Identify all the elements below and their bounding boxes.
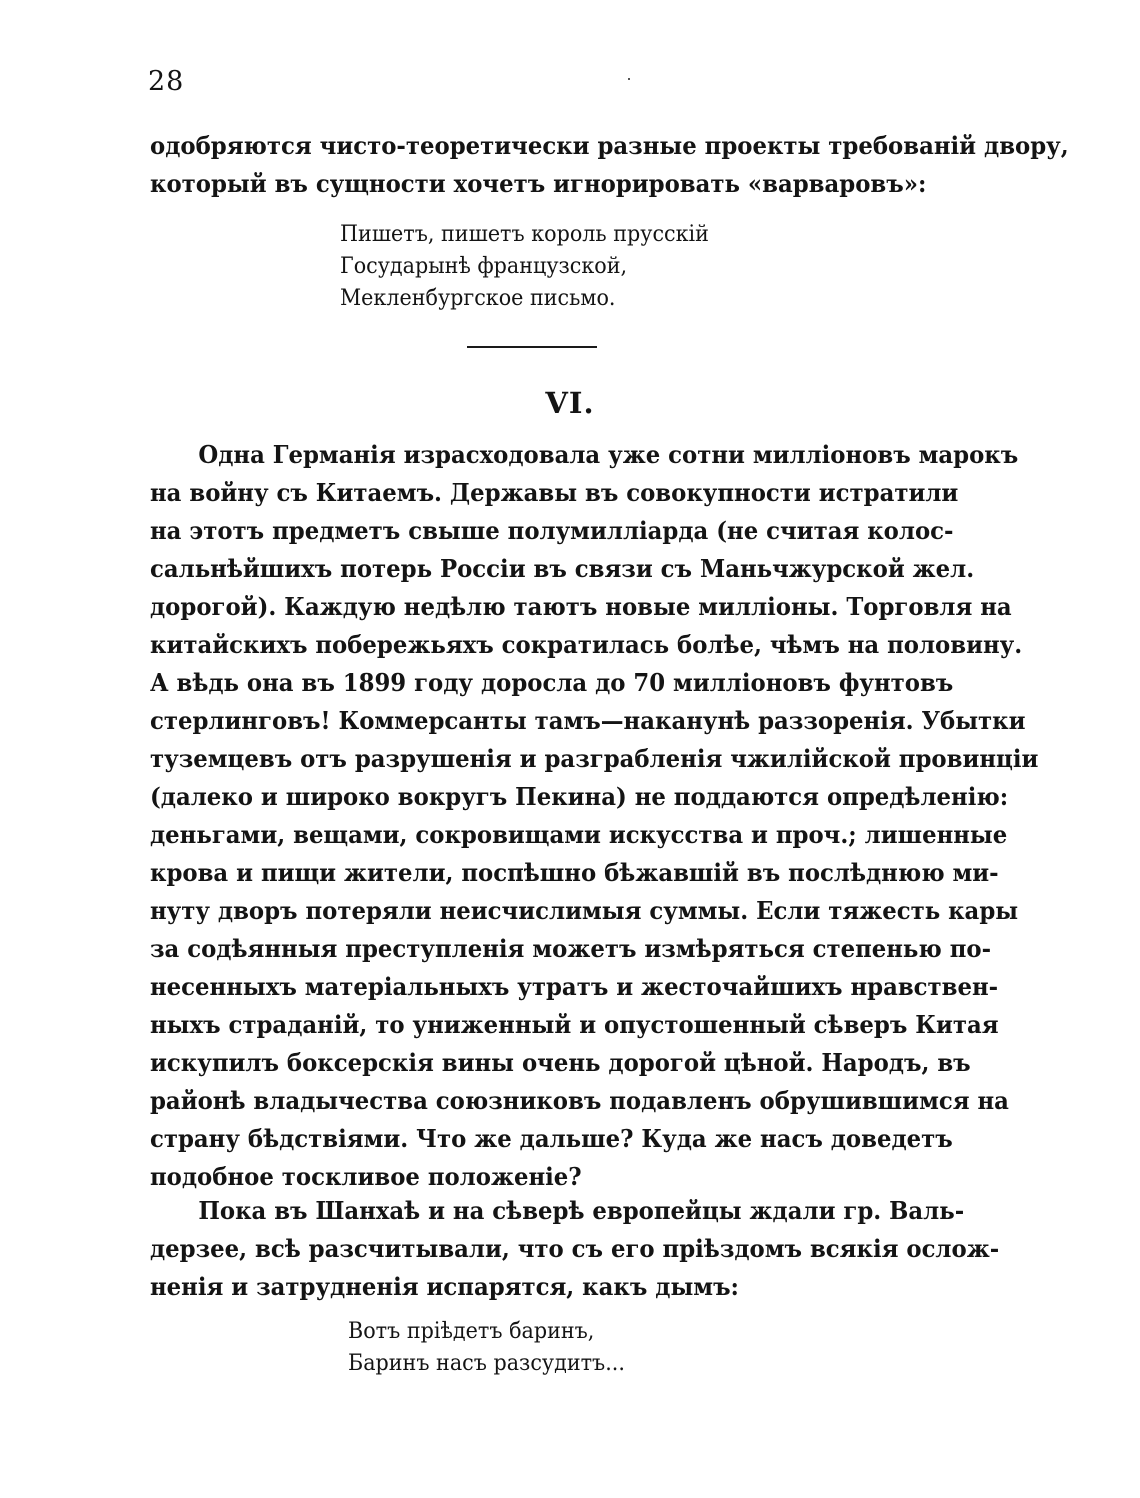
text-line: туземцевъ отъ разрушенія и разграбленія чжилійской провинціи (150, 744, 1039, 773)
print-speck (628, 78, 630, 80)
text-line: на войну съ Китаемъ. Державы въ совокупности истратили (150, 478, 959, 507)
text-line: искупилъ боксерскія вины очень дорогой цѣной. Народъ, въ (150, 1048, 971, 1077)
text-line: (далеко и широко вокругъ Пекина) не поддаются опредѣленію: (150, 782, 1009, 811)
text-line: А вѣдь она въ 1899 году доросла до 70 милліоновъ фунтовъ (150, 668, 954, 697)
text-line: китайскихъ побережьяхъ сократилась болѣе, чѣмъ на половину. (150, 630, 1023, 659)
chapter-heading: VI. (545, 386, 595, 420)
text-line: подобное тоскливое положеніе? (150, 1162, 582, 1191)
verse-quote-2 (348, 1316, 643, 1380)
text-line: сальнѣйшихъ потерь Россіи въ связи съ Маньчжурской жел. (150, 554, 975, 583)
text-line: несенныхъ матеріальныхъ утратъ и жесточайшихъ нравствен- (150, 972, 999, 1001)
text-line: Одна Германія израсходовала уже сотни милліоновъ марокъ (198, 440, 1019, 469)
text-line: Пока въ Шанхаѣ и на сѣверѣ европейцы ждали гр. Валь- (198, 1196, 965, 1225)
paragraph-1 (150, 436, 1039, 1196)
text-line: крова и пищи жители, поспѣшно бѣжавшій въ послѣднюю ми- (150, 858, 999, 887)
page-number: 28 (148, 66, 185, 97)
text-line: районѣ владычества союзниковъ подавленъ обрушившимся на (150, 1086, 1009, 1115)
text-line: стерлинговъ! Коммерсанты тамъ—наканунѣ раззоренія. Убытки (150, 706, 1026, 735)
verse-line: Баринъ насъ разсудитъ... (348, 1351, 625, 1376)
text-line: дорогой). Каждую недѣлю таютъ новые милліоны. Торговля на (150, 592, 1012, 621)
top-paragraph (150, 127, 1069, 203)
text-line: дерзее, всѣ разсчитывали, что съ его пріѣздомъ всякія ослож- (150, 1234, 1000, 1263)
verse-line: Мекленбургское письмо. (340, 286, 616, 311)
text-line: ныхъ страданій, то униженный и опустошенный сѣверъ Китая (150, 1010, 999, 1039)
text-line: который въ сущности хочетъ игнорировать «варваровъ»: (150, 169, 927, 198)
verse-line: Пишетъ, пишетъ король прусскій (340, 222, 709, 247)
text-line: деньгами, вещами, сокровищами искусства и проч.; лишенные (150, 820, 1008, 849)
verse-line: Государынѣ французской, (340, 254, 628, 279)
verse-quote-1 (340, 219, 733, 315)
paragraph-2 (150, 1192, 1000, 1306)
text-line: нуту дворъ потеряли неисчислимыя суммы. Если тяжесть кары (150, 896, 1019, 925)
section-divider (467, 346, 597, 348)
text-line: за содѣянныя преступленія можетъ измѣряться степенью по- (150, 934, 992, 963)
text-line: на этотъ предметъ свыше полумилліарда (не считая колос- (150, 516, 954, 545)
text-line: одобряются чисто-теоретически разные проекты требованій двору, (150, 131, 1069, 160)
verse-line: Вотъ пріѣдетъ баринъ, (348, 1319, 595, 1344)
text-line: страну бѣдствіями. Что же дальше? Куда же насъ доведетъ (150, 1124, 953, 1153)
text-line: ненія и затрудненія испарятся, какъ дымъ: (150, 1272, 739, 1301)
